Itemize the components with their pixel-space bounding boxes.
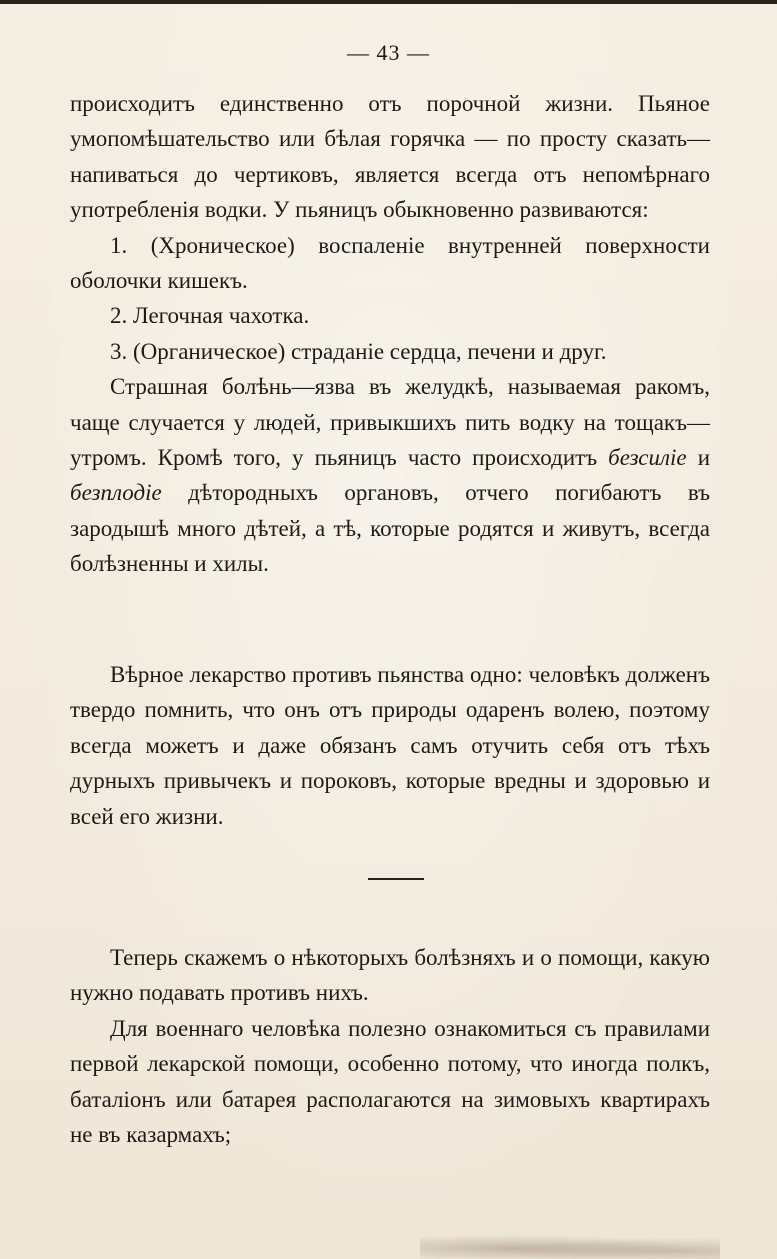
- text-block-drunkenness-effects: [70, 86, 710, 582]
- paragraph-remedy: Вѣрное лекарство противъ пьянства одно: человѣкъ долженъ твердо помнить, что онъ отъ природы одаренъ волею, поэтому всегда можетъ и даже обязанъ самъ отучить себя отъ тѣхъ дурныхъ привычекъ и пороковъ, которые вредны и здоровью и всей его жизни.: [70, 662, 710, 829]
- section-divider: [368, 878, 424, 880]
- list-item-2: 2. Легочная чахотка.: [110, 303, 310, 329]
- paragraph-text: дѣтородныхъ органовъ, отчего погибаютъ въ зародышѣ много дѣтей, а тѣ, которые родятся и живутъ, всегда болѣзненны и хилы.: [70, 480, 710, 577]
- italic-term-infertility: безплодіе: [70, 480, 162, 506]
- paragraph-military-first-aid: Для военнаго человѣка полезно ознакомиться съ правилами первой лекарской помощи, особенно потому, что иногда полкъ, баталіонъ или батарея располагаются на зимовыхъ квартирахъ не въ казармахъ;: [70, 1015, 710, 1148]
- page-top-edge: [0, 0, 777, 4]
- paragraph: происходитъ единственно отъ порочной жизни. Пьяное умопомѣшательство или бѣлая горячка — по просту сказать—напиваться до чертиковъ, является всегда отъ непомѣрнаго употребленія водки. У пьяницъ обыкновенно развиваются:: [70, 91, 710, 223]
- paragraph-stomach-ulcer: [70, 369, 710, 581]
- list-item-3: 3. (Органическое) страданіе сердца, печени и друг.: [110, 338, 607, 364]
- text-block-remedy: [70, 657, 710, 834]
- paragraph-intro-diseases: Теперь скажемъ о нѣкоторыхъ болѣзняхъ и о помощи, какую нужно подавать противъ нихъ.: [70, 945, 710, 1006]
- conjunction: и: [697, 445, 711, 471]
- italic-term-impotence: безсиліе: [608, 445, 687, 471]
- paper-stain: [420, 1232, 720, 1259]
- paragraph-text: Страшная болѣнь—язва въ желудкѣ, называемая ракомъ, чаще случается у людей, привыкшихъ пить водку на тощакъ—утромъ. Кромѣ того, у пьяницъ часто происходитъ: [70, 374, 710, 471]
- list-item-1: 1. (Хроническое) воспаленіе внутренней поверхности оболочки кишекъ.: [70, 232, 710, 294]
- text-block-first-aid: [70, 940, 710, 1152]
- page-number: — 43 —: [347, 40, 430, 65]
